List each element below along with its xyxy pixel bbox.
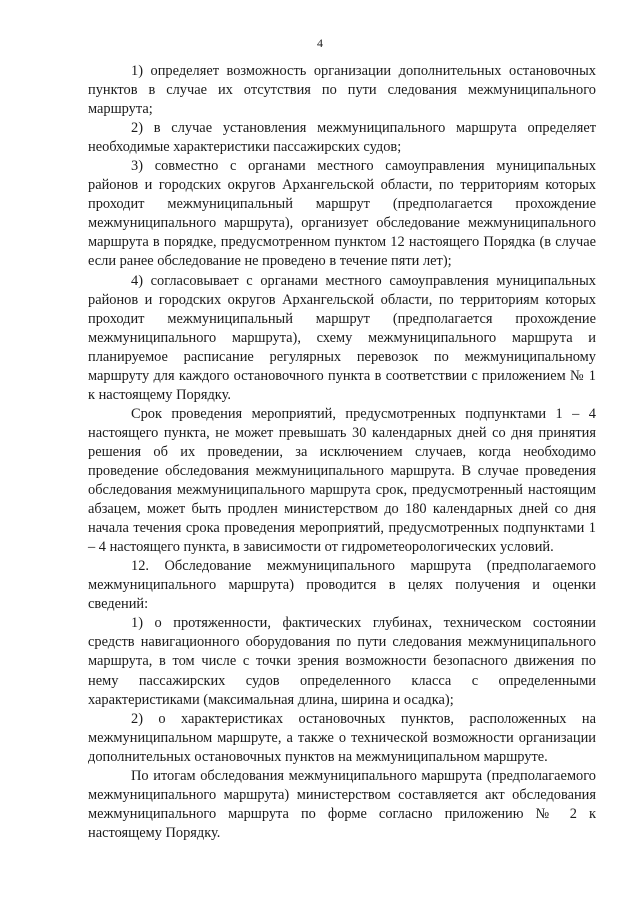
paragraph-item-12-sub-2: 2) о характеристиках остановочных пунктов, расположенных на межмуниципальном маршруте, а также о технической возможности организации дополнительных остановочных пунктов на межмуниципальном маршруте. <box>88 710 596 765</box>
paragraph-item-12-sub-1: 1) о протяженности, фактических глубинах, техническом состоянии средств навигационного оборудования по пути следования межмуниципального маршрута, в том числе с точки зрения возможности безопасного движения по нему пассажирских судов определенного класса с определенными характеристиками (максимальная длина, ширина и осадка); <box>88 615 596 708</box>
paragraph-subitem-4: 4) согласовывает с органами местного самоуправления муниципальных районов и городских округов Архангельской области, по территориям которых проходит межмуниципальный маршрут (предполагается прохождение межмуниципального маршрута), схему межмуниципального маршрута и планируемое расписание регулярных перевозок по межмуниципальному маршруту для каждого остановочного пункта в соответствии с приложением № 1 к настоящему Порядку. <box>88 272 596 403</box>
paragraph-subitem-1: 1) определяет возможность организации дополнительных остановочных пунктов в случае их отсутствия по пути следования межмуниципального маршрута; <box>88 63 596 118</box>
page-number: 4 <box>317 36 323 50</box>
paragraph-deadline: Срок проведения мероприятий, предусмотренных подпунктами 1 – 4 настоящего пункта, не может превышать 30 календарных дней со дня принятия решения об их проведении, за исключением случаев, когда необходимо проведение обследования межмуниципального маршрута. В случае проведения обследования межмуниципального маршрута срок, предусмотренный настоящим абзацем, может быть продлен министерством до 180 календарных дней со дня начала течения срока проведения мероприятий, предусмотренных подпунктами 1 – 4 настоящего пункта, в зависимости от гидрометеорологических условий. <box>88 405 596 556</box>
paragraph-subitem-3: 3) совместно с органами местного самоуправления муниципальных районов и городских округов Архангельской области, по территориям которых проходит межмуниципальный маршрут (предполагается прохождение межмуниципального маршрута), организует обследование межмуниципального маршрута в порядке, предусмотренном пунктом 12 настоящего Порядка (в случае если ранее обследование не проведено в течение пяти лет); <box>88 158 596 270</box>
paragraph-subitem-2: 2) в случае установления межмуниципального маршрута определяет необходимые характеристики пассажирских судов; <box>88 120 596 156</box>
paragraph-survey-act: По итогам обследования межмуниципального маршрута (предполагаемого межмуниципального маршрута) министерством составляется акт обследования межмуниципального маршрута по форме согласно приложению № 2 к настоящему Порядку. <box>88 767 596 841</box>
paragraph-item-12: 12. Обследование межмуниципального маршрута (предполагаемого межмуниципального маршрута) проводится в целях получения и оценки сведений: <box>88 558 596 613</box>
document-body <box>88 62 596 843</box>
